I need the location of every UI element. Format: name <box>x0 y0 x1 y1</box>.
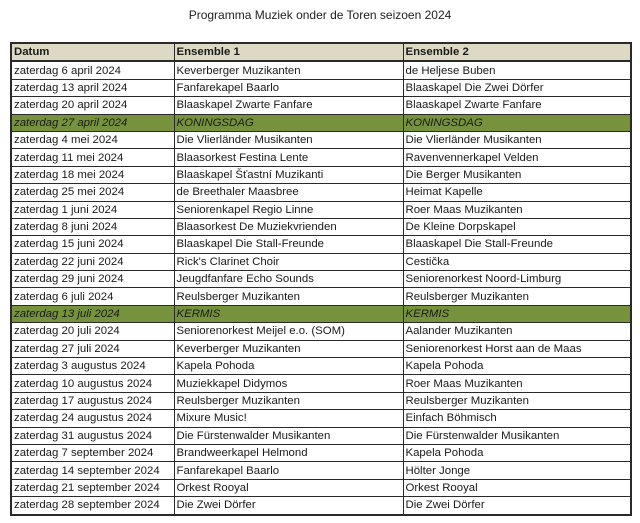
date-cell: zaterdag 3 augustus 2024 <box>11 358 174 375</box>
date-cell: zaterdag 4 mei 2024 <box>11 131 174 148</box>
table-row <box>11 497 631 515</box>
ensemble-2-cell: Blaaskapel Die Stall-Freunde <box>403 236 631 253</box>
column-header-ensemble-1: Ensemble 1 <box>174 43 403 61</box>
ensemble-2-cell: Blaaskapel Zwarte Fanfare <box>403 97 631 114</box>
date-cell: zaterdag 24 augustus 2024 <box>11 410 174 427</box>
ensemble-1-cell: Blaasorkest De Muziekvrienden <box>174 218 403 235</box>
date-cell: zaterdag 27 april 2024 <box>11 114 174 131</box>
header-row <box>11 43 631 61</box>
ensemble-2-cell: Einfach Böhmisch <box>403 410 631 427</box>
table-row <box>11 288 631 305</box>
ensemble-1-cell: KERMIS <box>174 305 403 322</box>
date-cell: zaterdag 18 mei 2024 <box>11 166 174 183</box>
holiday-row <box>11 114 631 131</box>
table-row <box>11 479 631 496</box>
ensemble-2-cell: Kapela Pohoda <box>403 358 631 375</box>
date-cell: zaterdag 8 juni 2024 <box>11 218 174 235</box>
ensemble-1-cell: KONINGSDAG <box>174 114 403 131</box>
table-row <box>11 166 631 183</box>
ensemble-2-cell: Roer Maas Muzikanten <box>403 375 631 392</box>
date-cell: zaterdag 21 september 2024 <box>11 479 174 496</box>
date-cell: zaterdag 10 augustus 2024 <box>11 375 174 392</box>
table-row <box>11 201 631 218</box>
ensemble-2-cell: Seniorenorkest Noord-Limburg <box>403 271 631 288</box>
table-row <box>11 79 631 96</box>
ensemble-2-cell: Die Berger Musikanten <box>403 166 631 183</box>
ensemble-2-cell: Heimat Kapelle <box>403 184 631 201</box>
table-row <box>11 218 631 235</box>
ensemble-1-cell: Die Zwei Dörfer <box>174 497 403 515</box>
ensemble-1-cell: Jeugdfanfare Echo Sounds <box>174 271 403 288</box>
ensemble-2-cell: Aalander Muzikanten <box>403 323 631 340</box>
table-row <box>11 323 631 340</box>
ensemble-1-cell: Kapela Pohoda <box>174 358 403 375</box>
ensemble-1-cell: Blaaskapel Die Stall-Freunde <box>174 236 403 253</box>
date-cell: zaterdag 6 juli 2024 <box>11 288 174 305</box>
ensemble-2-cell: Ravenvennerkapel Velden <box>403 149 631 166</box>
ensemble-1-cell: Brandweerkapel Helmond <box>174 444 403 461</box>
ensemble-1-cell: de Breethaler Maasbree <box>174 184 403 201</box>
ensemble-1-cell: Fanfarekapel Baarlo <box>174 79 403 96</box>
ensemble-2-cell: de Heljese Buben <box>403 61 631 79</box>
ensemble-2-cell: Reulsberger Muzikanten <box>403 392 631 409</box>
date-cell: zaterdag 27 juli 2024 <box>11 340 174 357</box>
date-cell: zaterdag 20 april 2024 <box>11 97 174 114</box>
ensemble-1-cell: Keverberger Muzikanten <box>174 61 403 79</box>
table-row <box>11 444 631 461</box>
date-cell: zaterdag 31 augustus 2024 <box>11 427 174 444</box>
date-cell: zaterdag 11 mei 2024 <box>11 149 174 166</box>
ensemble-1-cell: Mixure Music! <box>174 410 403 427</box>
table-row <box>11 97 631 114</box>
date-cell: zaterdag 6 april 2024 <box>11 61 174 79</box>
table-row <box>11 340 631 357</box>
ensemble-1-cell: Orkest Rooyal <box>174 479 403 496</box>
ensemble-2-cell: Die Zwei Dörfer <box>403 497 631 515</box>
date-cell: zaterdag 7 september 2024 <box>11 444 174 461</box>
ensemble-2-cell: Hölter Jonge <box>403 462 631 479</box>
ensemble-2-cell: Roer Maas Muzikanten <box>403 201 631 218</box>
ensemble-1-cell: Keverberger Muzikanten <box>174 340 403 357</box>
ensemble-1-cell: Blaaskapel Šťastní Muzikanti <box>174 166 403 183</box>
ensemble-2-cell: Seniorenorkest Horst aan de Maas <box>403 340 631 357</box>
date-cell: zaterdag 29 juni 2024 <box>11 271 174 288</box>
ensemble-2-cell: Orkest Rooyal <box>403 479 631 496</box>
table-row <box>11 375 631 392</box>
ensemble-2-cell: Cestička <box>403 253 631 270</box>
table-row <box>11 462 631 479</box>
ensemble-2-cell: Blaaskapel Die Zwei Dörfer <box>403 79 631 96</box>
ensemble-1-cell: Die Fürstenwalder Musikanten <box>174 427 403 444</box>
table-row <box>11 236 631 253</box>
ensemble-2-cell: De Kleine Dorpskapel <box>403 218 631 235</box>
table-row <box>11 392 631 409</box>
date-cell: zaterdag 15 juni 2024 <box>11 236 174 253</box>
ensemble-2-cell: Die Fürstenwalder Musikanten <box>403 427 631 444</box>
date-cell: zaterdag 13 april 2024 <box>11 79 174 96</box>
date-cell: zaterdag 20 juli 2024 <box>11 323 174 340</box>
table-row <box>11 358 631 375</box>
date-cell: zaterdag 17 augustus 2024 <box>11 392 174 409</box>
ensemble-2-cell: Die Vlierländer Musikanten <box>403 131 631 148</box>
ensemble-1-cell: Fanfarekapel Baarlo <box>174 462 403 479</box>
column-header-ensemble-2: Ensemble 2 <box>403 43 631 61</box>
table-row <box>11 149 631 166</box>
table-row <box>11 184 631 201</box>
table-row <box>11 131 631 148</box>
date-cell: zaterdag 22 juni 2024 <box>11 253 174 270</box>
ensemble-1-cell: Seniorenkapel Regio Linne <box>174 201 403 218</box>
ensemble-2-cell: KONINGSDAG <box>403 114 631 131</box>
holiday-row <box>11 305 631 322</box>
date-cell: zaterdag 1 juni 2024 <box>11 201 174 218</box>
schedule-body <box>11 61 631 514</box>
ensemble-1-cell: Seniorenorkest Meijel e.o. (SOM) <box>174 323 403 340</box>
ensemble-1-cell: Die Vlierländer Musikanten <box>174 131 403 148</box>
date-cell: zaterdag 28 september 2024 <box>11 497 174 515</box>
table-row <box>11 410 631 427</box>
date-cell: zaterdag 13 juli 2024 <box>11 305 174 322</box>
ensemble-1-cell: Rick's Clarinet Choir <box>174 253 403 270</box>
ensemble-2-cell: KERMIS <box>403 305 631 322</box>
ensemble-1-cell: Blaaskapel Zwarte Fanfare <box>174 97 403 114</box>
table-row <box>11 271 631 288</box>
table-row <box>11 253 631 270</box>
ensemble-1-cell: Blaasorkest Festina Lente <box>174 149 403 166</box>
ensemble-2-cell: Reulsberger Muzikanten <box>403 288 631 305</box>
ensemble-1-cell: Reulsberger Muzikanten <box>174 392 403 409</box>
page-title: Programma Muziek onder de Toren seizoen 2024 <box>188 8 452 22</box>
table-row <box>11 61 631 79</box>
column-header-datum: Datum <box>11 43 174 61</box>
ensemble-1-cell: Muziekkapel Didymos <box>174 375 403 392</box>
table-row <box>11 427 631 444</box>
ensemble-1-cell: Reulsberger Muzikanten <box>174 288 403 305</box>
date-cell: zaterdag 14 september 2024 <box>11 462 174 479</box>
date-cell: zaterdag 25 mei 2024 <box>11 184 174 201</box>
ensemble-2-cell: Kapela Pohoda <box>403 444 631 461</box>
schedule-table <box>10 42 632 516</box>
